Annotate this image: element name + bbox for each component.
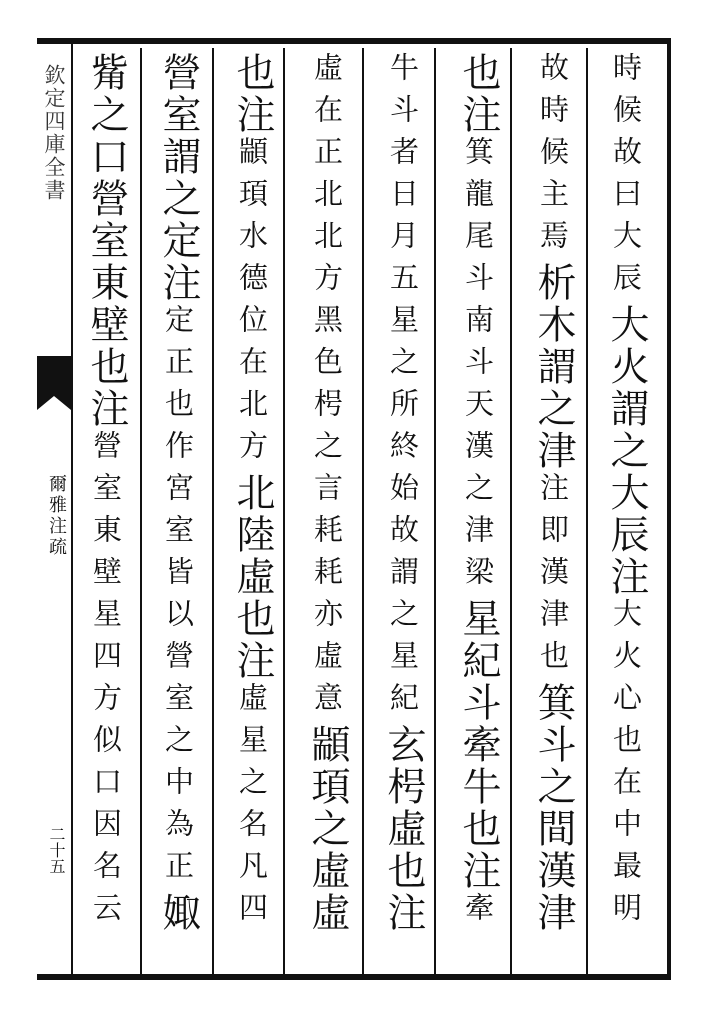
main-text: 顓頊之虛虛 <box>305 724 350 934</box>
commentary-text: 定正也作宮室皆以營室之中為正 <box>161 304 195 892</box>
commentary-text: 箕龍尾斗南斗天漢之津梁 <box>461 136 495 598</box>
main-text: 觜之口營室東壁也注 <box>84 52 129 430</box>
commentary-text: 顓頊水德位在北方 <box>235 136 269 472</box>
page-number: 二十五 <box>47 826 66 874</box>
column-rule <box>212 48 214 974</box>
column-rule <box>586 48 588 974</box>
main-text: 也注 <box>230 52 275 136</box>
text-column <box>301 52 353 970</box>
main-text: 娵 <box>156 892 201 934</box>
column-rule <box>434 48 436 974</box>
commentary-text: 營室東壁星四方似口因名云 <box>89 430 123 934</box>
commentary-text: 牽 <box>461 892 495 934</box>
main-text: 大火謂之大辰注 <box>604 304 649 598</box>
text-column <box>226 52 278 970</box>
text-column <box>152 52 204 970</box>
main-text: 北陸虛也注 <box>230 472 275 682</box>
page-margin <box>37 44 73 974</box>
main-text: 箕斗之間漢津 <box>531 682 576 934</box>
column-rule <box>283 48 285 974</box>
commentary-text: 故時候主焉 <box>536 52 570 262</box>
column-rule <box>362 48 364 974</box>
commentary-text: 時候故曰大辰 <box>609 52 643 304</box>
library-title: 欽定四庫全書 <box>42 64 66 202</box>
commentary-text: 注即漢津也 <box>536 472 570 682</box>
text-column <box>80 52 132 970</box>
commentary-text: 大火心也在中最明 <box>609 598 643 934</box>
commentary-text: 牛斗者日月五星之所終始故謂之星紀 <box>386 52 420 724</box>
text-column <box>452 52 504 970</box>
text-column <box>527 52 579 970</box>
text-column <box>600 52 652 970</box>
text-column <box>377 52 429 970</box>
main-text: 也注 <box>456 52 501 136</box>
main-text: 析木謂之津 <box>531 262 576 472</box>
book-title: 爾雅注疏 <box>46 474 67 558</box>
commentary-text: 虛星之名凡四 <box>235 682 269 934</box>
main-text: 玄枵虛也注 <box>381 724 426 934</box>
main-text: 營室謂之定注 <box>156 52 201 304</box>
column-rule <box>140 48 142 974</box>
column-rule <box>510 48 512 974</box>
page-right-border <box>667 38 671 980</box>
main-text: 星紀斗牽牛也注 <box>456 598 501 892</box>
fish-tail-mark <box>37 356 71 396</box>
commentary-text: 虛在正北北方黑色枵之言耗耗亦虛意 <box>310 52 344 724</box>
